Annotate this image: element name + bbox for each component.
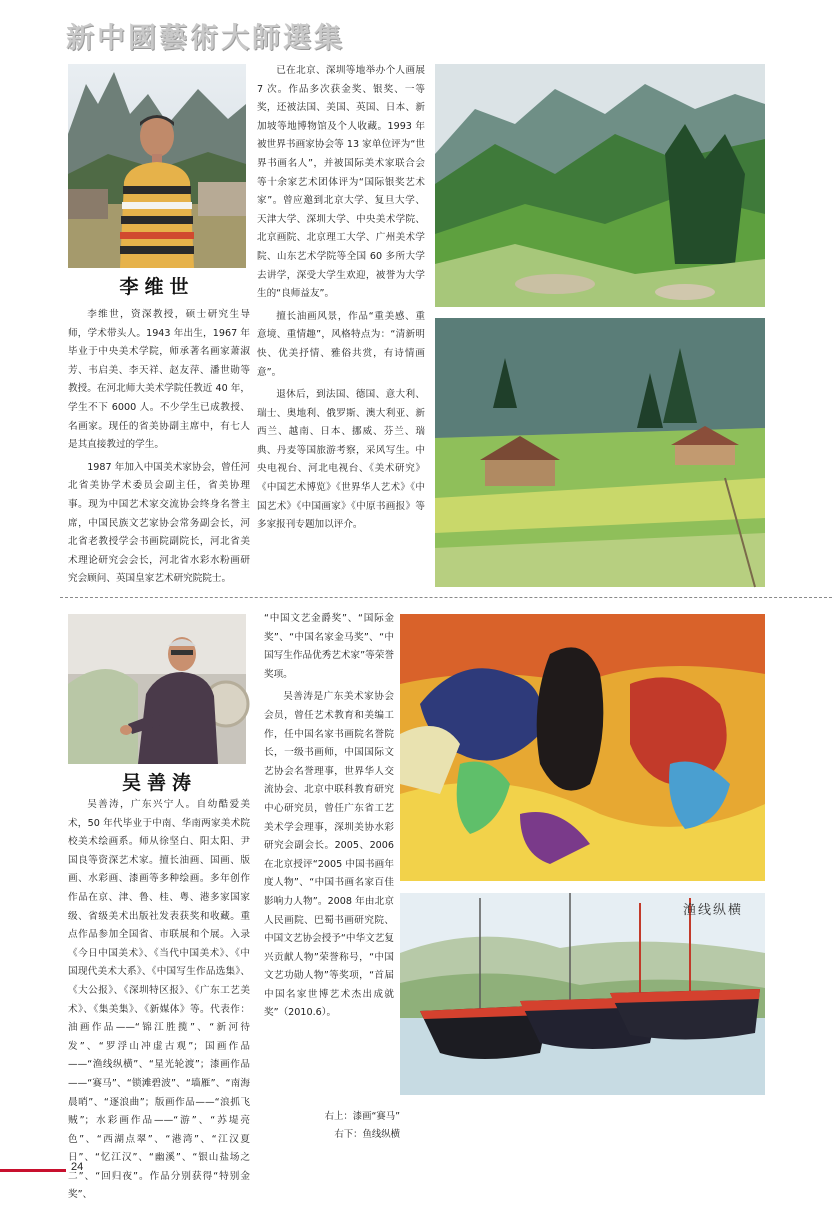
section-divider	[60, 597, 832, 598]
bio-paragraph: 退休后，到法国、德国、意大利、瑞士、奥地利、俄罗斯、澳大利亚、新西兰、越南、日本、挪威、芬兰、瑞典、丹麦等国旅游考察，采风写生。中央电视台、河北电视台、《美术研究》《中国艺术博览》《世界华人艺术》《中国艺术》《中国画家》《中原书画报》等多家报刊专题加以评介。	[257, 389, 425, 531]
bio-paragraph: 吴善涛是广东美术家协会会员，曾任艺术教育和美编工作，任中国名家书画院名誉院长，一级书画师，中国国际文艺协会名誉理事，世界华人交流协会、北京中联科教育研究中心研究员，曾任广东省工艺美术学会理事，深圳美协水彩研究会副会长。2005、2006 在北京授评“2005 中国书画年度人物”、“中国书画名家百佳影响力人物”。2008 年由北京人民画院、巴蜀书画研究院、中国文艺协会授予“中华文艺复兴贡献人物”荣誉称号，“中国文艺功勋人物”等奖项，“首届中国名家世博艺术杰出成就奖”（2010.6）。	[264, 691, 394, 1019]
magazine-title: 新中國藝術大師選集	[66, 21, 346, 54]
bio-paragraph: “中国文艺金爵奖”、“国际金奖”、“中国名家金马奖”、“中国写生作品优秀艺术家”等荣誉奖项。	[264, 613, 394, 680]
artist2-bio-right	[264, 610, 394, 1025]
bio-paragraph: 吴善涛，广东兴宁人。自幼酷爱美术，50 年代毕业于中南、华南两家美术院校美术绘画系。师从徐坚白、阳太阳、尹国良等资深艺术家。擅长油画、国画、版画、水彩画、漆画等多种绘画。多年创作作品在京、津、鲁、桂、粤、港多家国家级、省级美术出版社发表获奖和收藏。重点作品参加全国省、市联展和个展。入录《今日中国美术》、《当代中国美术》、《中国现代美术大系》、《中国写生作品选集》、《大公报》、《深圳特区报》、《广东工艺美术》、《集美集》、《新媒体》等。代表作：油画作品——“锦江胜揽”、“新河待发”、“罗浮山冲虚古观”；国画作品——“渔线纵横”、“星光轮渡”；漆画作品——“赛马”、“锁滩碧波”、“墙雁”、“南海晨哨”、“逐浪曲”；版画作品——“浪抓飞贼”；水彩画作品——“游”、“苏堤亮色”、“西湖点翠”、“港湾”、“江汉夏日”、“忆江汉”、“幽溪”、“银山盐场之二”、“回归夜”。作品分别获得“特别金奖”、	[68, 799, 250, 1201]
artist2-photo	[68, 614, 246, 764]
artist2-name: 吴善涛	[122, 772, 198, 794]
horses-lacquer-painting	[400, 614, 765, 881]
bio-paragraph: 已在北京、深圳等地举办个人画展 7 次。作品多次获金奖、银奖、一等奖，还被法国、美国、英国、日本、新加坡等地博物馆及个人收藏。1993 年被世界书画家协会等 13 家单位评为“世界书画名人”，并被国际美术家联合会等十余家艺术团体评为“国际银奖艺术家”。曾应邀到北京大学、复旦大学、天津大学、深圳大学、中央美术学院、北京画院、北京理工大学、广州美术学院、山东艺术学院等全国 60 多所大学去讲学，深受大学生欢迎，被誉为大学生的“良师益友”。	[257, 65, 425, 300]
artist1-photo	[68, 64, 246, 268]
artist1-bio-left	[68, 306, 250, 596]
bio-paragraph: 1987 年加入中国美术家协会，曾任河北省美协学术委员会副主任，省美协理事。现为中国艺术家交流协会终身名誉主席，中国民族文艺家协会常务副会长，河北省老教授学会书画院副院长，河北省美术理论研究会会长，河北省水彩水粉画研究会顾问、英国皇家艺术研究院院士。	[68, 461, 250, 585]
mountain-landscape-painting	[435, 64, 765, 307]
bio-paragraph: 李维世，资深教授，硕士研究生导师，学术带头人。1943 年出生，1967 年毕业于中央美术学院，师承著名画家萧淑芳、韦启美、李天祥、赵友萍、潘世勋等教授。在河北师大美术学院任教近 40 年，学生不下 6000 人。不少学生已成教授、名画家。现任的省美协副主席中，有七人是其直接教过的学生。	[68, 309, 250, 451]
artist1-bio-right	[257, 62, 425, 552]
page-number: 24	[71, 1161, 84, 1173]
village-landscape-painting	[435, 318, 765, 587]
painting-inscription: 渔线纵横	[682, 903, 743, 918]
footer-accent-bar	[0, 1169, 66, 1172]
artist1-name: 李维世	[119, 276, 195, 298]
caption-bottom: 右下：鱼线纵横	[334, 1129, 400, 1140]
bio-paragraph: 擅长油画风景，作品“重美感、重意境、重情趣”，风格特点为：“清新明快、优美抒情、雅俗共赏，有诗情画意”。	[257, 310, 425, 378]
fishing-boats-painting	[400, 893, 765, 1095]
caption-top: 右上：漆画“赛马”	[324, 1111, 400, 1122]
